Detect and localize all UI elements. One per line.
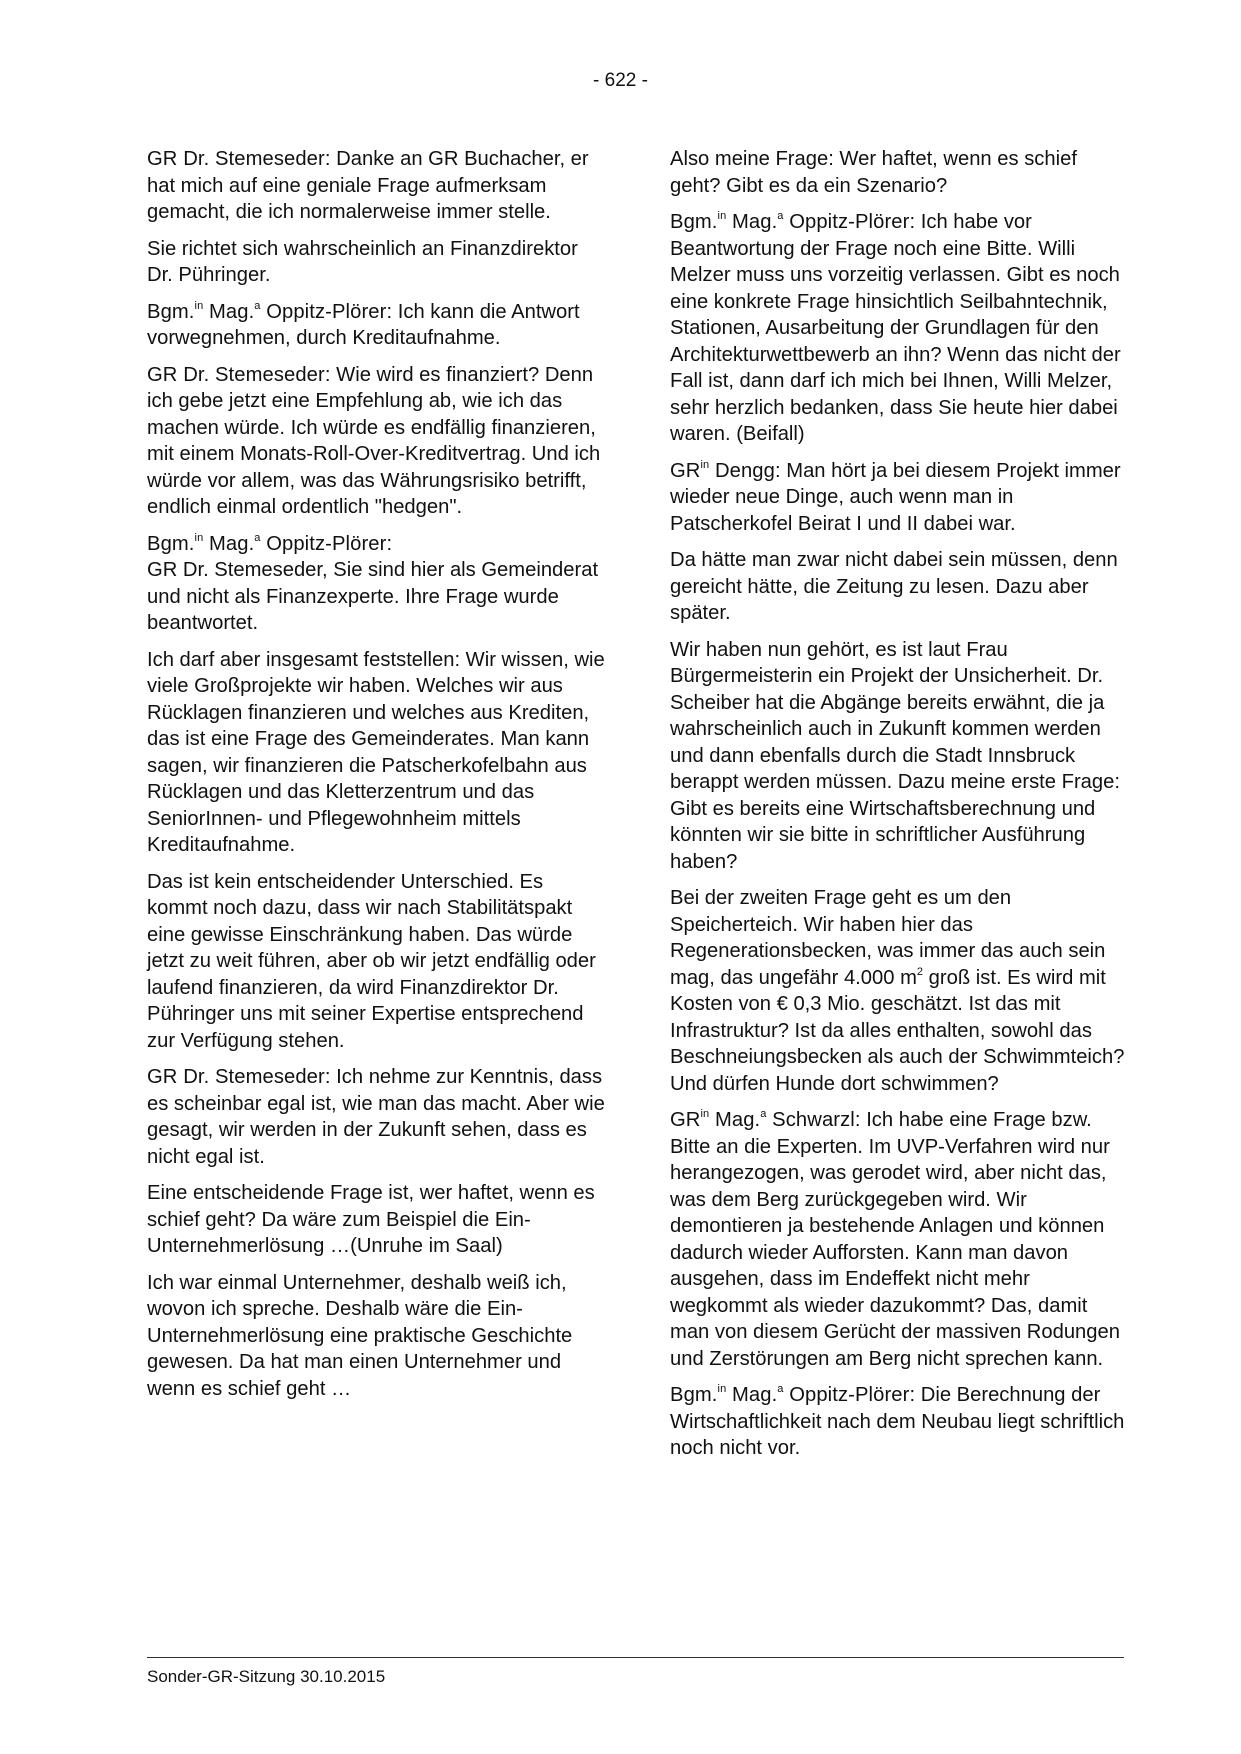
paragraph xyxy=(670,146,1132,199)
speaker-title: Mag. xyxy=(203,300,255,323)
paragraph xyxy=(147,1270,605,1403)
paragraph-text: Sie richtet sich wahrscheinlich an Finanzdirektor Dr. Pühringer. xyxy=(147,237,578,286)
speaker-title: Mag. xyxy=(709,1109,761,1131)
paragraph-text: Ich habe vor Beantwortung der Frage noch eine Bitte. Willi Melzer muss uns vorzeitig verlassen. Gibt es noch eine konkrete Frage hinsichtlich Seilbahntechnik, Stationen, Ausarbeitung der Grundlagen für den Architekturwettbewerb an ihn? Wenn das nicht der Fall ist, dann darf ich mich bei Ihnen, Willi Melzer, sehr herzlich bedanken, dass Sie heute hier dabei waren. (Beifall) xyxy=(670,211,1121,445)
speaker-title: GR xyxy=(670,1109,701,1131)
speaker-surname: Oppitz-Plörer: xyxy=(783,1384,916,1406)
superscript: 2 xyxy=(916,965,924,978)
paragraph xyxy=(147,146,605,226)
paragraph xyxy=(147,236,605,289)
paragraph-text: Man hört ja bei diesem Projekt immer wieder neue Dinge, auch wenn man in Patscherkofel Beirat I und II dabei war. xyxy=(670,459,1121,535)
speaker-surname: Dengg: xyxy=(709,459,781,482)
paragraph xyxy=(670,547,1132,627)
paragraph-text: GR Dr. Stemeseder, Sie sind hier als Gemeinderat und nicht als Finanzexperte. Ihre Frage wurde beantwortet. xyxy=(147,559,599,634)
speaker-name xyxy=(670,1109,861,1131)
speaker-name: GR Dr. Stemeseder: xyxy=(147,148,331,170)
speaker-name xyxy=(670,1384,915,1406)
paragraph-text: Das ist kein entscheidender Unterschied. Es kommt noch dazu, dass wir nach Stabilitätspakt eine gewisse Einschränkung haben. Das würde jetzt zu weit führen, aber ob wir jetzt endfällig oder laufend finanzieren, da wird Finanzdirektor Dr. Pühringer uns mit seiner Expertise entsprechend zur Verfügung stehen. xyxy=(147,870,596,1052)
speaker-title-suffix: in xyxy=(700,1108,710,1120)
paragraph-text: Ich darf aber insgesamt feststellen: Wir wissen, wie viele Großprojekte wir haben. Welches wir aus Rücklagen finanzieren und welches aus Krediten, das ist eine Frage des Gemeinderates. Man kann sagen, wir finanzieren die Patscherkofelbahn aus Rücklagen und das Kletterzentrum und das SeniorInnen- und Pflegewohnheim mittels Kreditaufnahme. xyxy=(147,648,605,856)
paragraph-text: Also meine Frage: Wer haftet, wenn es schief geht? Gibt es da ein Szenario? xyxy=(670,148,1077,197)
speaker-surname: Oppitz-Plörer: xyxy=(783,211,916,233)
paragraph xyxy=(670,209,1132,448)
paragraph xyxy=(670,458,1132,538)
speaker-title: Bgm. xyxy=(670,211,718,233)
paragraph-text: groß ist. Es wird mit Kosten von € 0,3 Mio. geschätzt. Ist das mit Infrastruktur? Ist da alles enthalten, sowohl das Beschneiungsbecken als auch der Schwimmteich? Und dürfen Hunde dort schwimmen? xyxy=(670,966,1125,1095)
paragraph-text: Bei der zweiten Frage geht es um den Speicherteich. Wir haben hier das Regenerationsbecken, was immer das auch sein mag, das ungefähr 4.000 m xyxy=(670,887,1106,989)
speaker-name xyxy=(147,301,392,323)
speaker-name xyxy=(670,211,915,233)
paragraph xyxy=(670,1107,1132,1372)
speaker-title: GR xyxy=(670,459,701,482)
speaker-name: GR Dr. Stemeseder: xyxy=(147,1066,331,1088)
speaker-title-suffix: in xyxy=(194,299,204,312)
paragraph-text: Ich nehme zur Kenntnis, dass es scheinbar egal ist, wie man das macht. Aber wie gesagt, wir werden in der Zukunft sehen, dass es nicht egal ist. xyxy=(147,1066,605,1168)
paragraph xyxy=(670,637,1132,876)
speaker-title-suffix: a xyxy=(254,299,261,312)
right-column xyxy=(670,146,1132,1472)
footer-divider xyxy=(147,1657,1124,1658)
paragraph xyxy=(147,299,605,352)
speaker-title: Bgm. xyxy=(147,300,195,323)
paragraph xyxy=(147,362,605,521)
paragraph xyxy=(147,531,605,637)
speaker-title-suffix: in xyxy=(717,210,727,222)
paragraph-text: Danke an GR Buchacher, er hat mich auf eine geniale Frage aufmerksam gemacht, die ich normalerweise immer stelle. xyxy=(147,148,589,223)
speaker-title-suffix: a xyxy=(777,210,784,222)
speaker-title-suffix: a xyxy=(777,1383,784,1395)
paragraph xyxy=(670,1382,1132,1462)
speaker-title-suffix: in xyxy=(194,531,204,544)
speaker-surname: Schwarzl: xyxy=(766,1109,861,1131)
paragraph xyxy=(147,1180,605,1260)
paragraph-text: Die Berechnung der Wirtschaftlichkeit nach dem Neubau liegt schriftlich noch nicht vor. xyxy=(670,1384,1125,1459)
speaker-title: Bgm. xyxy=(670,1384,718,1406)
footer-session-label: Sonder-GR-Sitzung 30.10.2015 xyxy=(147,1667,386,1686)
paragraph xyxy=(147,647,605,859)
paragraph-text: Eine entscheidende Frage ist, wer haftet, wenn es schief geht? Da wäre zum Beispiel die Ein-Unternehmerlösung …(Unruhe im Saal) xyxy=(147,1182,595,1257)
paragraph-text: Ich habe eine Frage bzw. Bitte an die Experten. Im UVP-Verfahren wird nur herangezogen, was gerodet wird, aber nicht das, was dem Berg zurückgegeben wird. Wir demontieren ja bestehende Anlagen und können dadurch wieder Aufforsten. Kann man davon ausgehen, dass im Endeffekt nicht mehr wegkommt als wieder dazukommt? Das, damit man von diesem Gerücht der massiven Rodungen und Zerstörungen am Berg nicht sprechen kann. xyxy=(670,1109,1120,1370)
paragraph-text: Ich kann die Antwort vorwegnehmen, durch Kreditaufnahme. xyxy=(147,300,580,349)
speaker-title-suffix: in xyxy=(717,1383,727,1395)
speaker-title: Mag. xyxy=(726,1384,778,1406)
speaker-title-suffix: a xyxy=(760,1108,767,1120)
speaker-name xyxy=(670,460,781,482)
paragraph-text: Wie wird es finanziert? Denn ich gebe jetzt eine Empfehlung ab, wie ich das machen würde. Ich würde es endfällig finanzieren, mit einem Monats-Roll-Over-Kreditvertrag. Und ich würde vor allem, was das Währungsrisiko betrifft, endlich einmal ordentlich "hedgen". xyxy=(147,363,601,518)
speaker-title-suffix: a xyxy=(254,531,261,544)
paragraph xyxy=(147,1064,605,1170)
speaker-name: GR Dr. Stemeseder: xyxy=(147,363,331,386)
speaker-surname: Oppitz-Plörer: xyxy=(260,532,393,555)
paragraph-text: Wir haben nun gehört, es ist laut Frau Bürgermeisterin ein Projekt der Unsicherheit. Dr. Scheiber hat die Abgänge bereits erwähnt, die ja wahrscheinlich auch in Zukunft kommen werden und dann ebenfalls durch die Stadt Innsbruck berappt werden müssen. Dazu meine erste Frage: Gibt es bereits eine Wirtschaftsberechnung und könnten wir sie bitte in schriftlicher Ausführung haben? xyxy=(670,638,1120,873)
paragraph-text: Da hätte man zwar nicht dabei sein müssen, denn gereicht hätte, die Zeitung zu lesen. Dazu aber später. xyxy=(670,549,1118,624)
speaker-title: Mag. xyxy=(726,211,778,233)
page-number: - 622 - xyxy=(593,70,648,91)
speaker-surname: Oppitz-Plörer: xyxy=(260,300,393,323)
left-column xyxy=(147,146,605,1412)
speaker-title: Bgm. xyxy=(147,532,195,555)
speaker-title: Mag. xyxy=(203,532,255,555)
speaker-name xyxy=(147,533,392,555)
paragraph-text: Ich war einmal Unternehmer, deshalb weiß ich, wovon ich spreche. Deshalb wäre die Ein-Unternehmerlösung eine praktische Geschichte gewesen. Da hat man einen Unternehmer und wenn es schief geht … xyxy=(147,1271,573,1400)
paragraph xyxy=(670,885,1132,1097)
paragraph xyxy=(147,869,605,1055)
speaker-title-suffix: in xyxy=(700,458,710,471)
